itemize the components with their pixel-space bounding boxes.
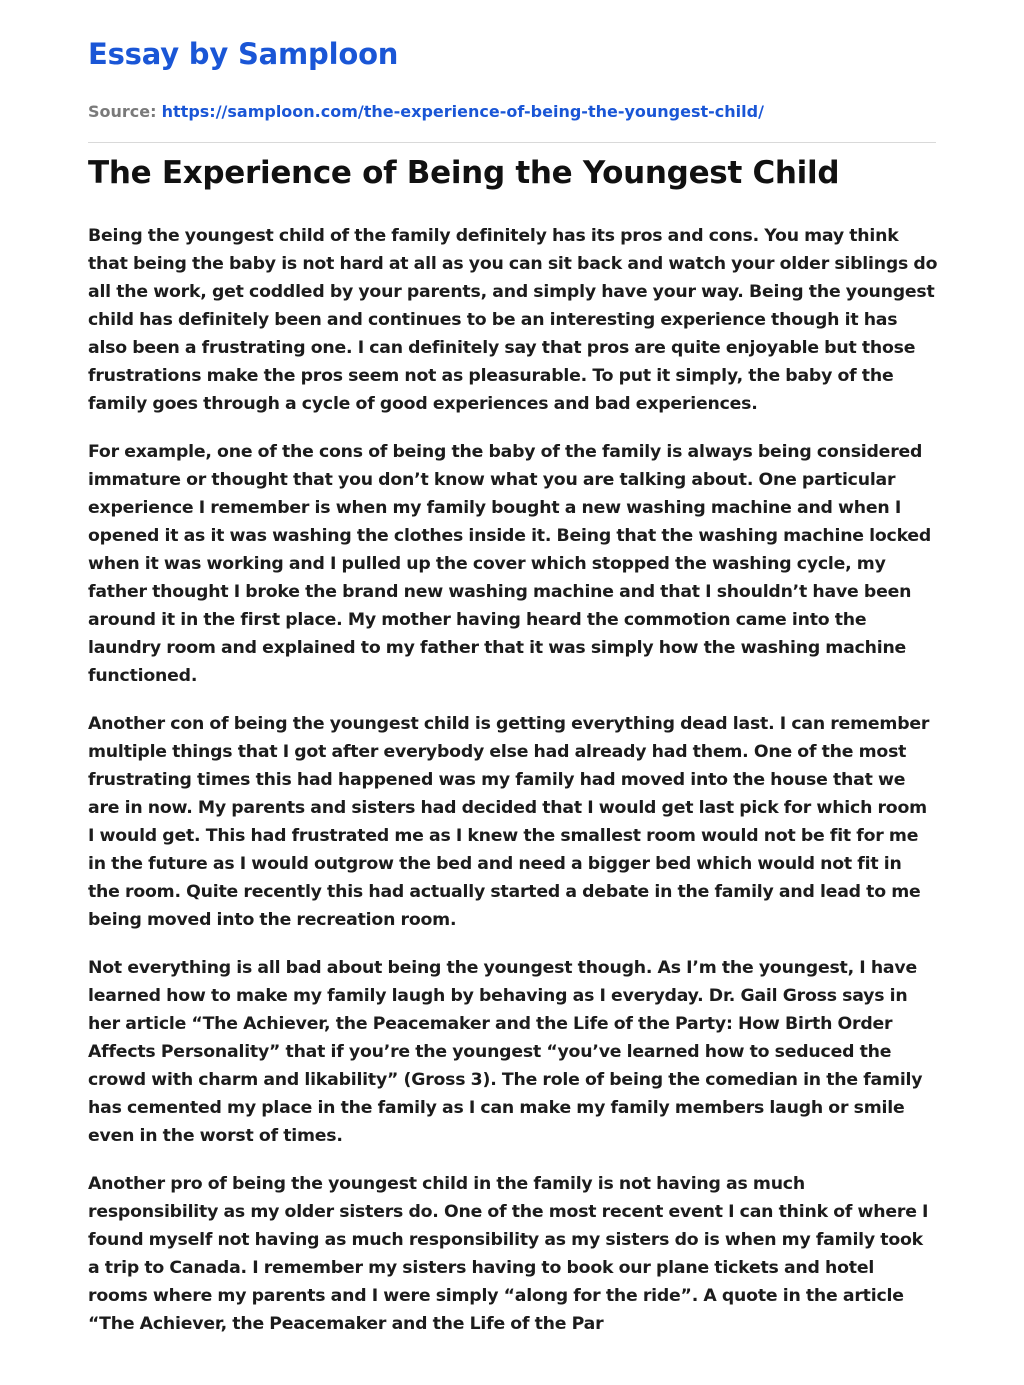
source-link[interactable]: https://samploon.com/the-experience-of-being-the-youngest-child/ <box>161 102 764 121</box>
essay-paragraph: Another con of being the youngest child is getting everything dead last. I can remember multiple things that I got after everybody else had already had them. One of the most frustrating times this had happened was my family had moved into the house that we are in now. My parents and sisters had decided that I would get last pick for which room I would get. This had frustrated me as I knew the smallest room would not be fit for me in the future as I would outgrow the bed and need a bigger bed which would not fit in the room. Quite recently this had actually started a debate in the family and lead to me being moved into the recreation room. <box>88 714 930 930</box>
brand-title: Essay by Samploon <box>88 37 399 71</box>
essay-paragraph: Being the youngest child of the family definitely has its pros and cons. You may think that being the baby is not hard at all as you can sit back and watch your older siblings do all the work, get coddled by your parents, and simply have your way. Being the youngest child has definitely been and continues to be an interesting experience though it has also been a frustrating one. I can definitely say that pros are quite enjoyable but those frustrations make the pros seem not as pleasurable. To put it simply, the baby of the family goes through a cycle of good experiences and bad experiences. <box>88 226 938 414</box>
essay-paragraph: Another pro of being the youngest child in the family is not having as much responsibility as my older sisters do. One of the most recent event I can think of where I found myself not having as much responsibility as my sisters do is when my family took a trip to Canada. I remember my sisters having to book our plane tickets and hotel rooms where my parents and I were simply “along for the ride”. A quote in the article “The Achiever, the Peacemaker and the Life of the Par <box>88 1174 929 1334</box>
essay-paragraph: Not everything is all bad about being the youngest though. As I’m the youngest, I have learned how to make my family laugh by behaving as I everyday. Dr. Gail Gross says in her article “The Achiever, the Peacemaker and the Life of the Party: How Birth Order Affects Personality” that if you’re the youngest “you’ve learned how to seduced the crowd with charm and likability” (Gross 3). The role of being the comedian in the family has cemented my place in the family as I can make my family members laugh or smile even in the worst of times. <box>88 958 923 1146</box>
essay-title: The Experience of Being the Youngest Child <box>88 155 840 191</box>
essay-paragraph: For example, one of the cons of being the baby of the family is always being considered immature or thought that you don’t know what you are talking about. One particular experience I remember is when my family bought a new washing machine and when I opened it as it was washing the clothes inside it. Being that the washing machine locked when it was working and I pulled up the cover which stopped the washing cycle, my father thought I broke the brand new washing machine and that I shouldn’t have been around it in the first place. My mother having heard the commotion came into the laundry room and explained to my father that it was simply how the washing machine functioned. <box>88 442 932 686</box>
source-label: Source: <box>88 102 157 121</box>
header-divider <box>88 142 936 143</box>
essay-body <box>88 222 938 1370</box>
source-line <box>88 102 764 121</box>
